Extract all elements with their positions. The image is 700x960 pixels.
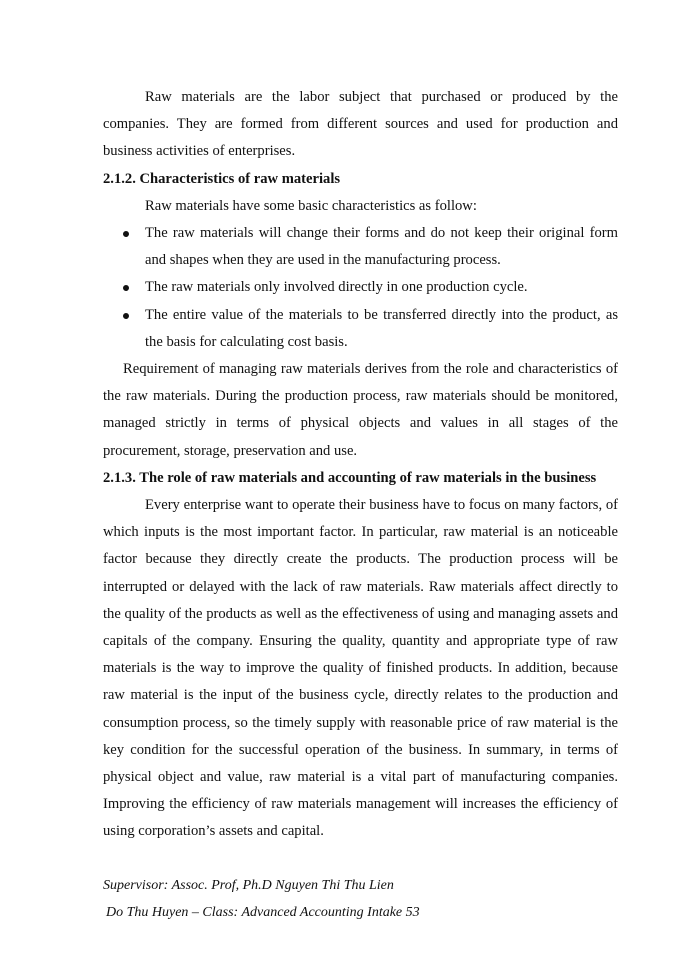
characteristics-list [103,220,618,356]
list-item-text: The raw materials will change their forms and do not keep their original form and shapes when they are used in the manufacturing process. [145,225,618,269]
section-heading-2-1-3: 2.1.3. The role of raw materials and accounting of raw materials in the business [103,469,597,486]
bullet-icon [123,231,129,237]
characteristics-lead-in: Raw materials have some basic characteristics as follow: [145,197,477,214]
section-heading-2-1-2: 2.1.2. Characteristics of raw materials [103,170,341,187]
document-body [103,84,618,846]
list-item-text: The entire value of the materials to be transferred directly into the product, as the basis for calculating cost basis. [145,306,618,350]
bullet-icon [123,313,129,319]
list-item [103,274,618,301]
list-item [103,220,618,274]
requirement-paragraph: Requirement of managing raw materials derives from the role and characteristics of the raw materials. During the production process, raw materials should be monitored, managed strictly in terms of physical objects and values in all stages of the procurement, storage, preservation and use. [103,361,618,459]
page-footer [103,872,420,926]
intro-paragraph: Raw materials are the labor subject that purchased or produced by the companies. They are formed from different sources and used for production and business activities of enterprises. [103,89,618,160]
bullet-icon [123,285,129,291]
footer-supervisor: Supervisor: Assoc. Prof, Ph.D Nguyen Thi Thu Lien [103,878,394,893]
list-item [103,302,618,356]
role-paragraph: Every enterprise want to operate their business have to focus on many factors, of which inputs is the most important factor. In particular, raw material is an noticeable factor because they directly create the products. The production process will be interrupted or delayed with the lack of raw materials. Raw materials affect directly to the quality of the products as well as the effectiveness of using and managing assets and capitals of the company. Ensuring the quality, quantity and appropriate type of raw materials is the way to improve the quality of finished products. In addition, because raw material is the input of the business cycle, directly relates to the production and consumption process, so the timely supply with reasonable price of raw material is the key condition for the successful operation of the business. In summary, in terms of physical object and value, raw material is a vital part of manufacturing companies. Improving the efficiency of raw materials management will increases the efficiency of using corporation’s assets and capital. [103,497,618,840]
list-item-text: The raw materials only involved directly in one production cycle. [145,279,528,296]
footer-author: Do Thu Huyen – Class: Advanced Accounting Intake 53 [106,905,420,920]
